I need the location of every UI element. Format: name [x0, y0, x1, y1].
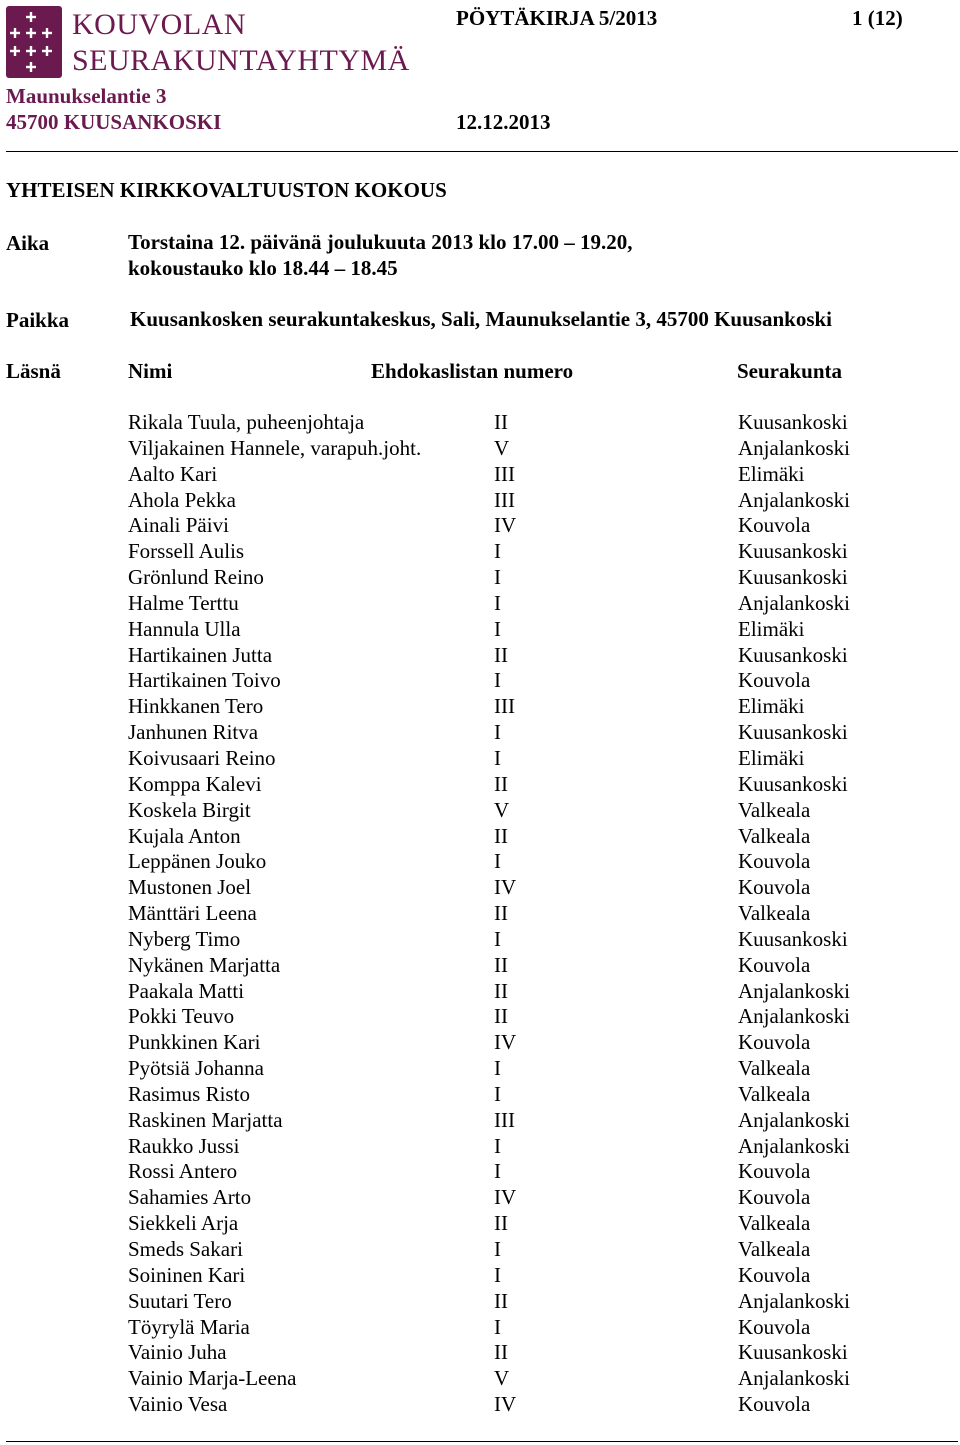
list-item — [0, 616, 960, 642]
list-item — [0, 848, 960, 874]
list-number: I — [494, 1133, 501, 1158]
member-name: Viljakainen Hannele, varapuh.joht. — [128, 435, 422, 460]
list-number: I — [494, 590, 501, 615]
member-name: Komppa Kalevi — [128, 771, 262, 796]
member-name: Smeds Sakari — [128, 1237, 243, 1261]
list-number: IV — [494, 1392, 517, 1417]
member-name: Pokki Teuvo — [128, 1004, 235, 1029]
parish-name: Kuusankoski — [738, 642, 848, 667]
list-number: II — [494, 410, 508, 434]
member-name: Soininen Kari — [128, 1262, 246, 1287]
list-number: I — [494, 616, 501, 641]
member-name: Leppänen Jouko — [128, 849, 267, 874]
list-number: I — [494, 1314, 501, 1339]
list-item — [0, 1339, 960, 1365]
parish-name: Anjalankoski — [738, 487, 850, 512]
column-header-parish: Seurakunta — [737, 359, 843, 383]
member-name: Hartikainen Toivo — [128, 668, 281, 693]
list-item — [0, 1184, 960, 1210]
list-item — [0, 926, 960, 952]
parish-name: Kouvola — [738, 849, 811, 874]
list-item — [0, 952, 960, 978]
meeting-title: YHTEISEN KIRKKOVALTUUSTON KOKOUS — [6, 178, 447, 202]
list-item — [0, 667, 960, 693]
list-number: II — [494, 642, 508, 667]
list-item — [0, 1158, 960, 1184]
list-item — [0, 693, 960, 719]
logo-text-line1: KOUVOLAN — [72, 8, 246, 41]
list-number: V — [494, 1366, 510, 1391]
list-item — [0, 1107, 960, 1133]
parish-name: Kuusankoski — [738, 720, 848, 745]
list-item — [0, 461, 960, 487]
list-number: III — [494, 694, 515, 719]
column-header-name: Nimi — [128, 359, 173, 383]
list-number: II — [494, 1340, 508, 1365]
list-item — [0, 409, 960, 435]
address-postal: 45700 KUUSANKOSKI — [6, 110, 222, 134]
member-name: Rikala Tuula, puheenjohtaja — [128, 410, 365, 434]
address-street: Maunukselantie 3 — [6, 84, 167, 108]
list-item — [0, 1029, 960, 1055]
list-item — [0, 978, 960, 1004]
list-number: I — [494, 1237, 501, 1261]
member-name: Koivusaari Reino — [128, 745, 276, 770]
logo-text-line2: SEURAKUNTAYHTYMÄ — [72, 44, 410, 77]
list-item — [0, 745, 960, 771]
list-item — [0, 797, 960, 823]
list-number: II — [494, 978, 508, 1003]
list-item — [0, 435, 960, 461]
member-name: Suutari Tero — [128, 1288, 232, 1313]
parish-name: Kuusankoski — [738, 926, 848, 951]
list-number: I — [494, 565, 501, 590]
member-name: Nykänen Marjatta — [128, 952, 281, 977]
parish-name: Elimäki — [738, 745, 805, 770]
member-name: Hannula Ulla — [128, 616, 241, 641]
list-number: IV — [494, 875, 517, 900]
parish-name: Elimäki — [738, 461, 805, 486]
list-number: III — [494, 461, 515, 486]
list-item — [0, 538, 960, 564]
parish-name: Anjalankoski — [738, 1366, 850, 1391]
member-name: Siekkeli Arja — [128, 1211, 239, 1236]
list-item — [0, 512, 960, 538]
member-name: Vainio Marja-Leena — [128, 1366, 297, 1391]
list-number: I — [494, 926, 501, 951]
member-name: Ahola Pekka — [128, 487, 236, 512]
list-item — [0, 1236, 960, 1262]
member-name: Koskela Birgit — [128, 797, 251, 822]
parish-name: Valkeala — [738, 1211, 811, 1236]
list-number: III — [494, 1107, 515, 1132]
parish-name: Valkeala — [738, 797, 811, 822]
list-number: IV — [494, 513, 517, 538]
list-item — [0, 900, 960, 926]
list-number: I — [494, 745, 501, 770]
logo-wordmark — [72, 8, 410, 78]
parish-name: Kouvola — [738, 513, 811, 538]
parish-name: Kouvola — [738, 1159, 811, 1184]
list-number: I — [494, 1081, 501, 1106]
parish-name: Anjalankoski — [738, 590, 850, 615]
parish-name: Kouvola — [738, 1185, 811, 1210]
list-number: I — [494, 1262, 501, 1287]
parish-name: Elimäki — [738, 616, 805, 641]
member-name: Hartikainen Jutta — [128, 642, 273, 667]
member-name: Vainio Vesa — [128, 1392, 228, 1417]
cross-emblem-icon — [6, 6, 62, 78]
member-name: Grönlund Reino — [128, 565, 264, 590]
list-number: I — [494, 1159, 501, 1184]
list-item — [0, 487, 960, 513]
parish-name: Anjalankoski — [738, 1107, 850, 1132]
list-item — [0, 719, 960, 745]
member-name: Forssell Aulis — [128, 539, 245, 564]
member-name: Rossi Antero — [128, 1159, 238, 1184]
list-item — [0, 1003, 960, 1029]
place-value: Kuusankosken seurakuntakeskus, Sali, Maunukselantie 3, 45700 Kuusankoski — [130, 307, 833, 331]
member-name: Mustonen Joel — [128, 875, 252, 900]
list-number: II — [494, 952, 508, 977]
parish-name: Kouvola — [738, 1262, 811, 1287]
parish-name: Anjalankoski — [738, 1288, 850, 1313]
list-number: I — [494, 849, 501, 874]
parish-name: Anjalankoski — [738, 1133, 850, 1158]
parish-name: Valkeala — [738, 823, 811, 848]
time-label: Aika — [6, 231, 50, 255]
parish-name: Kouvola — [738, 1030, 811, 1055]
list-item — [0, 1210, 960, 1236]
parish-name: Kuusankoski — [738, 771, 848, 796]
list-item — [0, 1314, 960, 1340]
parish-name: Anjalankoski — [738, 1004, 850, 1029]
present-label: Läsnä — [6, 359, 61, 383]
list-number: I — [494, 720, 501, 745]
member-name: Pyötsiä Johanna — [128, 1056, 264, 1081]
member-name: Kujala Anton — [128, 823, 241, 848]
header-divider — [6, 151, 958, 152]
parish-name: Valkeala — [738, 1056, 811, 1081]
time-value-line1: Torstaina 12. päivänä joulukuuta 2013 klo 17.00 – 19.20, — [128, 230, 633, 254]
parish-name: Kouvola — [738, 668, 811, 693]
list-item — [0, 1133, 960, 1159]
parish-name: Kuusankoski — [738, 410, 848, 434]
list-number: II — [494, 823, 508, 848]
parish-name: Kuusankoski — [738, 565, 848, 590]
parish-name: Kuusankoski — [738, 1340, 848, 1365]
list-number: II — [494, 901, 508, 926]
list-item — [0, 590, 960, 616]
time-value-line2: kokoustauko klo 18.44 – 18.45 — [128, 256, 398, 280]
member-name: Janhunen Ritva — [128, 720, 259, 745]
member-name: Halme Terttu — [128, 590, 239, 615]
member-name: Nyberg Timo — [128, 926, 241, 951]
member-name: Raskinen Marjatta — [128, 1107, 283, 1132]
member-name: Mänttäri Leena — [128, 901, 257, 926]
parish-name: Valkeala — [738, 901, 811, 926]
parish-name: Valkeala — [738, 1237, 811, 1261]
parish-name: Anjalankoski — [738, 978, 850, 1003]
list-item — [0, 642, 960, 668]
list-number: III — [494, 487, 515, 512]
list-item — [0, 1055, 960, 1081]
member-name: Vainio Juha — [128, 1340, 227, 1365]
list-number: IV — [494, 1030, 517, 1055]
list-item — [0, 874, 960, 900]
attendance-list — [0, 409, 960, 1417]
member-name: Hinkkanen Tero — [128, 694, 264, 719]
column-header-list-number: Ehdokaslistan numero — [371, 359, 574, 383]
parish-name: Kuusankoski — [738, 539, 848, 564]
parish-name: Valkeala — [738, 1081, 811, 1106]
list-number: IV — [494, 1185, 517, 1210]
member-name: Ainali Päivi — [128, 513, 229, 538]
list-number: V — [494, 435, 510, 460]
member-name: Paakala Matti — [128, 978, 245, 1003]
list-number: I — [494, 1056, 501, 1081]
member-name: Töyrylä Maria — [128, 1314, 250, 1339]
parish-name: Kouvola — [738, 1392, 811, 1417]
member-name: Raukko Jussi — [128, 1133, 240, 1158]
parish-name: Kouvola — [738, 952, 811, 977]
parish-name: Elimäki — [738, 694, 805, 719]
member-name: Sahamies Arto — [128, 1185, 252, 1210]
footer-divider — [6, 1441, 958, 1442]
list-number: I — [494, 668, 501, 693]
list-number: II — [494, 1288, 508, 1313]
list-item — [0, 1391, 960, 1417]
list-item — [0, 1262, 960, 1288]
page-number: 1 (12) — [852, 6, 903, 30]
member-name: Rasimus Risto — [128, 1081, 250, 1106]
list-item — [0, 823, 960, 849]
list-item — [0, 771, 960, 797]
parish-name: Anjalankoski — [738, 435, 850, 460]
list-number: V — [494, 797, 510, 822]
list-number: I — [494, 539, 501, 564]
parish-name: Kouvola — [738, 875, 811, 900]
list-number: II — [494, 1211, 508, 1236]
document-date: 12.12.2013 — [456, 110, 551, 134]
parish-name: Kouvola — [738, 1314, 811, 1339]
member-name: Punkkinen Kari — [128, 1030, 261, 1055]
organization-logo — [6, 6, 426, 82]
list-item — [0, 1081, 960, 1107]
list-item — [0, 1288, 960, 1314]
member-name: Aalto Kari — [128, 461, 218, 486]
list-number: II — [494, 771, 508, 796]
place-label: Paikka — [6, 308, 70, 332]
list-item — [0, 1365, 960, 1391]
document-title: PÖYTÄKIRJA 5/2013 — [456, 6, 658, 30]
list-item — [0, 564, 960, 590]
list-number: II — [494, 1004, 508, 1029]
